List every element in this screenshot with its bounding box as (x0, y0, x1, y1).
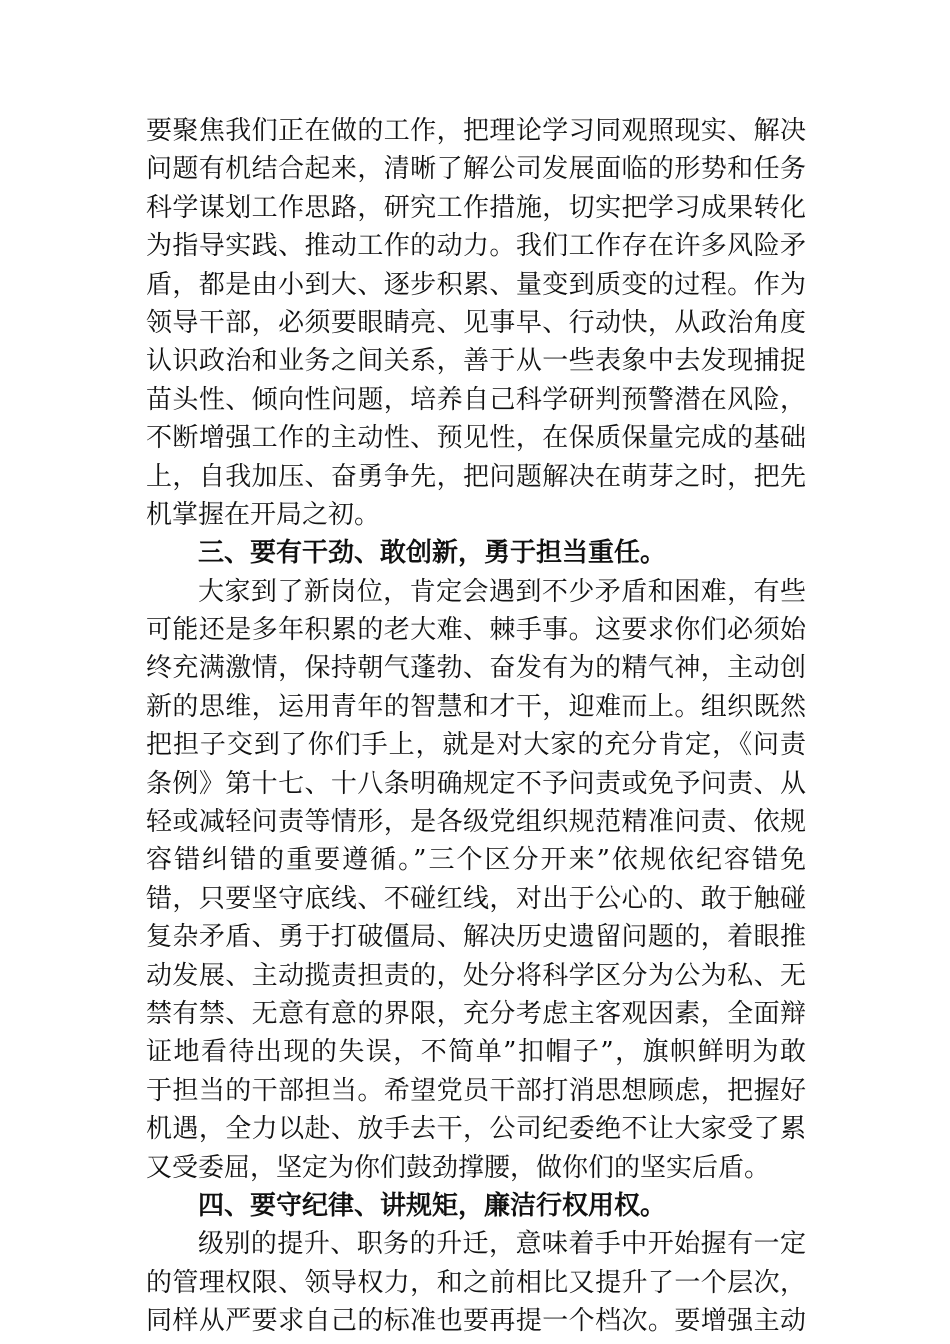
body-line: 同样从严要求自己的标准也要再提一个档次。要增强主动 (146, 1306, 806, 1337)
document-body (146, 112, 806, 1341)
section-heading-four: 四、要守纪律、讲规矩，廉洁行权用权。 (198, 1190, 667, 1221)
body-line: 科学谋划工作思路，研究工作措施，切实把学习成果转化 (146, 192, 806, 223)
body-line: 苗头性、倾向性问题，培养自己科学研判预警潜在风险， (146, 384, 806, 415)
body-line: 于担当的干部担当。希望党员干部打消思想顾虑，把握好 (146, 1075, 806, 1106)
body-line: 的管理权限、领导权力，和之前相比又提升了一个层次， (146, 1267, 806, 1298)
body-line: 要聚焦我们正在做的工作，把理论学习同观照现实、解决 (146, 116, 806, 146)
body-line: 盾，都是由小到大、逐步积累、量变到质变的过程。作为 (146, 269, 806, 300)
body-line: 禁有禁、无意有意的界限，充分考虑主客观因素，全面辩 (146, 998, 806, 1029)
body-line: 终充满激情，保持朝气蓬勃、奋发有为的精气神，主动创 (146, 653, 806, 684)
section-heading-three: 三、要有干劲、敢创新，勇于担当重任。 (198, 538, 667, 569)
body-line: 大家到了新岗位，肯定会遇到不少矛盾和困难，有些 (198, 576, 806, 607)
body-line: 机掌握在开局之初。 (146, 499, 381, 530)
body-line: 错，只要坚守底线、不碰红线，对出于公心的、敢于触碰 (146, 883, 806, 914)
body-line: 证地看待出现的失误，不简单”扣帽子”，旗帜鲜明为敢 (146, 1037, 806, 1068)
body-line: 把担子交到了你们手上，就是对大家的充分肯定，《问责 (146, 730, 806, 761)
body-line: 动发展、主动揽责担责的，处分将科学区分为公为私、无 (146, 960, 806, 991)
body-line: 条例》第十七、十八条明确规定不予问责或免予问责、从 (146, 768, 806, 799)
body-line: 机遇，全力以赴、放手去干，公司纪委绝不让大家受了累 (146, 1114, 806, 1145)
body-line: 为指导实践、推动工作的动力。我们工作存在许多风险矛 (146, 231, 806, 262)
body-line: 上，自我加压、奋勇争先，把问题解决在萌芽之时，把先 (146, 461, 806, 492)
body-line: 复杂矛盾、勇于打破僵局、解决历史遗留问题的，着眼推 (146, 922, 806, 953)
body-line: 可能还是多年积累的老大难、棘手事。这要求你们必须始 (146, 615, 806, 646)
body-line: 又受委屈，坚定为你们鼓劲撑腰，做你们的坚实后盾。 (146, 1152, 771, 1183)
body-line: 新的思维，运用青年的智慧和才干，迎难而上。组织既然 (146, 691, 806, 722)
body-line: 认识政治和业务之间关系，善于从一些表象中去发现捕捉 (146, 346, 806, 377)
body-line: 不断增强工作的主动性、预见性，在保质保量完成的基础 (146, 423, 806, 454)
body-line: 领导干部，必须要眼睛亮、见事早、行动快，从政治角度 (146, 307, 806, 338)
body-line: 容错纠错的重要遵循。”三个区分开来”依规依纪容错免 (146, 845, 806, 876)
body-line: 问题有机结合起来，清晰了解公司发展面临的形势和任务 (146, 154, 806, 185)
body-line: 轻或减轻问责等情形，是各级党组织规范精准问责、依规 (146, 807, 806, 838)
body-line: 级别的提升、职务的升迁，意味着手中开始握有一定 (198, 1229, 806, 1260)
